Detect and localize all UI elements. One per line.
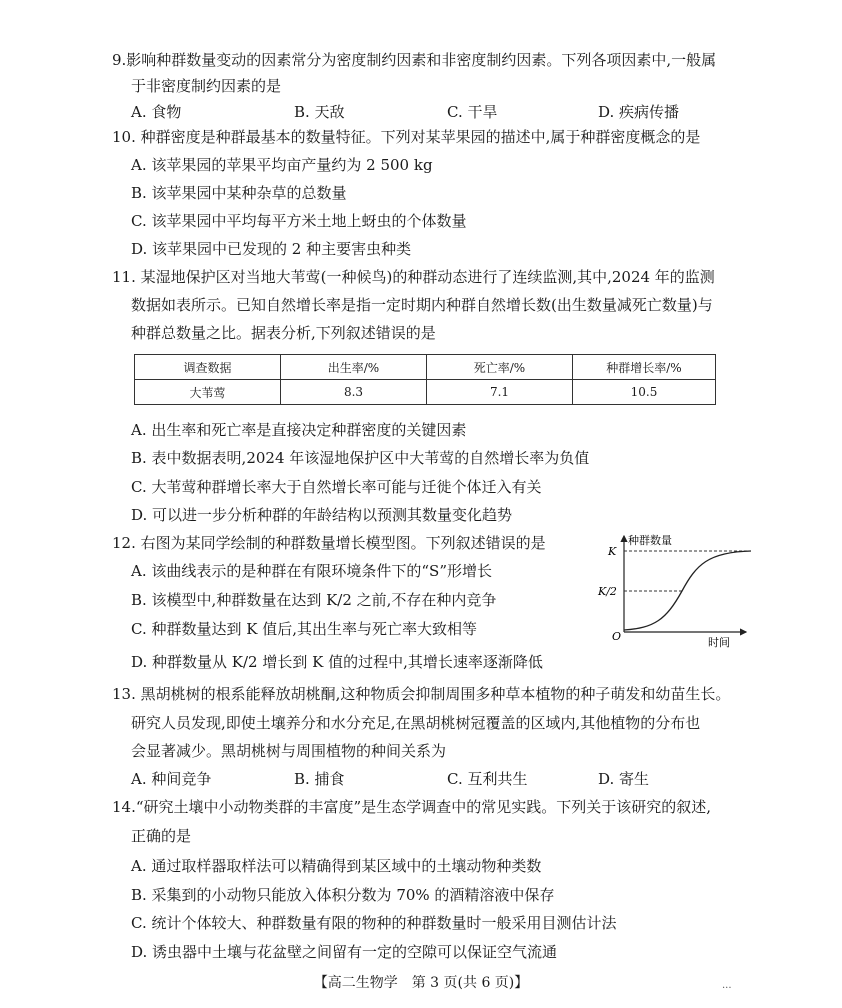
q11-stem-line3: 种群总数量之比。据表分析,下列叙述错误的是 [131,324,436,342]
q13-stem-line3: 会显著减少。黑胡桃树与周围植物的种间关系为 [131,742,447,760]
q10-stem: 10. 种群密度是种群最基本的数量特征。下列对某苹果园的描述中,属于种群密度概念的是 [112,128,701,146]
q12-option-a: A. 该曲线表示的是种群在有限环境条件下的“S”形增长 [131,562,492,580]
q14-stem-line1: 14.“研究土壤中小动物类群的丰富度”是生态学调查中的常见实践。下列关于该研究的叙述, [112,798,711,816]
q11-option-c: C. 大苇莺种群增长率大于自然增长率可能与迁徙个体迁入有关 [131,478,542,496]
table-cell: 7.1 [427,380,573,405]
q13-stem-line2: 研究人员发现,即使土壤养分和水分充足,在黑胡桃树冠覆盖的区域内,其他植物的分布也 [131,714,701,732]
table-header-cell: 出生率/% [281,355,427,380]
table-cell: 8.3 [281,380,427,405]
q9-option-c: C. 干旱 [447,103,498,121]
half-k-tick-label: K/2 [598,585,617,598]
q14-stem-line2: 正确的是 [131,827,192,845]
table-row [135,380,716,405]
q9-option-b: B. 天敌 [294,103,345,121]
q9-option-d: D. 疾病传播 [598,103,680,121]
y-axis-label: 种群数量 [628,534,672,547]
table-header-cell: 死亡率/% [427,355,573,380]
q11-option-a: A. 出生率和死亡率是直接决定种群密度的关键因素 [131,421,467,439]
q9-stem-line2: 于非密度制约因素的是 [131,77,282,95]
table-header-row [135,355,716,380]
q11-stem-line2: 数据如表所示。已知自然增长率是指一定时期内种群自然增长数(出生数量减死亡数量)与 [131,296,713,314]
page-footer: 【高二生物学 第 3 页(共 6 页)】 [313,975,529,991]
origin-label: O [612,630,622,643]
q9-stem-line1: 9.影响种群数量变动的因素常分为密度制约因素和非密度制约因素。下列各项因素中,一般属 [112,51,717,69]
q14-option-d: D. 诱虫器中土壤与花盆壁之间留有一定的空隙可以保证空气流通 [131,943,558,961]
table-header-cell: 种群增长率/% [573,355,716,380]
s-curve [624,551,751,630]
q14-option-a: A. 通过取样器取样法可以精确得到某区域中的土壤动物种类数 [131,857,542,875]
q12-option-d: D. 种群数量从 K/2 增长到 K 值的过程中,其增长速率逐渐降低 [131,653,543,671]
q12-option-b: B. 该模型中,种群数量在达到 K/2 之前,不存在种内竞争 [131,591,497,609]
q11-option-b: B. 表中数据表明,2024 年该湿地保护区中大苇莺的自然增长率为负值 [131,449,590,467]
q13-stem-line1: 13. 黑胡桃树的根系能释放胡桃酮,这种物质会抑制周围多种草本植物的种子萌发和幼苗生长。 [112,685,731,703]
q9-option-a: A. 食物 [131,103,182,121]
q12-option-c: C. 种群数量达到 K 值后,其出生率与死亡率大致相等 [131,620,477,638]
x-axis-label: 时间 [708,636,730,649]
q10-option-d: D. 该苹果园中已发现的 2 种主要害虫种类 [131,240,412,258]
q14-option-c: C. 统计个体较大、种群数量有限的物种的种群数量时一般采用目测估计法 [131,914,617,932]
corner-mark: ... [722,980,732,991]
table-cell: 10.5 [573,380,716,405]
table-cell: 大苇莺 [135,380,281,405]
q13-option-b: B. 捕食 [294,770,345,788]
q12-stem: 12. 右图为某同学绘制的种群数量增长模型图。下列叙述错误的是 [112,534,546,552]
q13-option-c: C. 互利共生 [447,770,528,788]
q10-option-a: A. 该苹果园的苹果平均亩产量约为 2 500 kg [131,156,433,174]
population-growth-graph [596,530,756,650]
q14-option-b: B. 采集到的小动物只能放入体积分数为 70% 的酒精溶液中保存 [131,886,555,904]
table-header-cell: 调查数据 [135,355,281,380]
q13-option-a: A. 种间竞争 [131,770,212,788]
q10-option-c: C. 该苹果园中平均每平方米土地上蚜虫的个体数量 [131,212,467,230]
q11-option-d: D. 可以进一步分析种群的年龄结构以预测其数量变化趋势 [131,506,513,524]
q11-data-table [134,354,716,405]
q13-option-d: D. 寄生 [598,770,650,788]
q11-stem-line1: 11. 某湿地保护区对当地大苇莺(一种候鸟)的种群动态进行了连续监测,其中,2024 年的监测 [112,268,715,286]
k-tick-label: K [608,545,617,558]
q10-option-b: B. 该苹果园中某种杂草的总数量 [131,184,347,202]
